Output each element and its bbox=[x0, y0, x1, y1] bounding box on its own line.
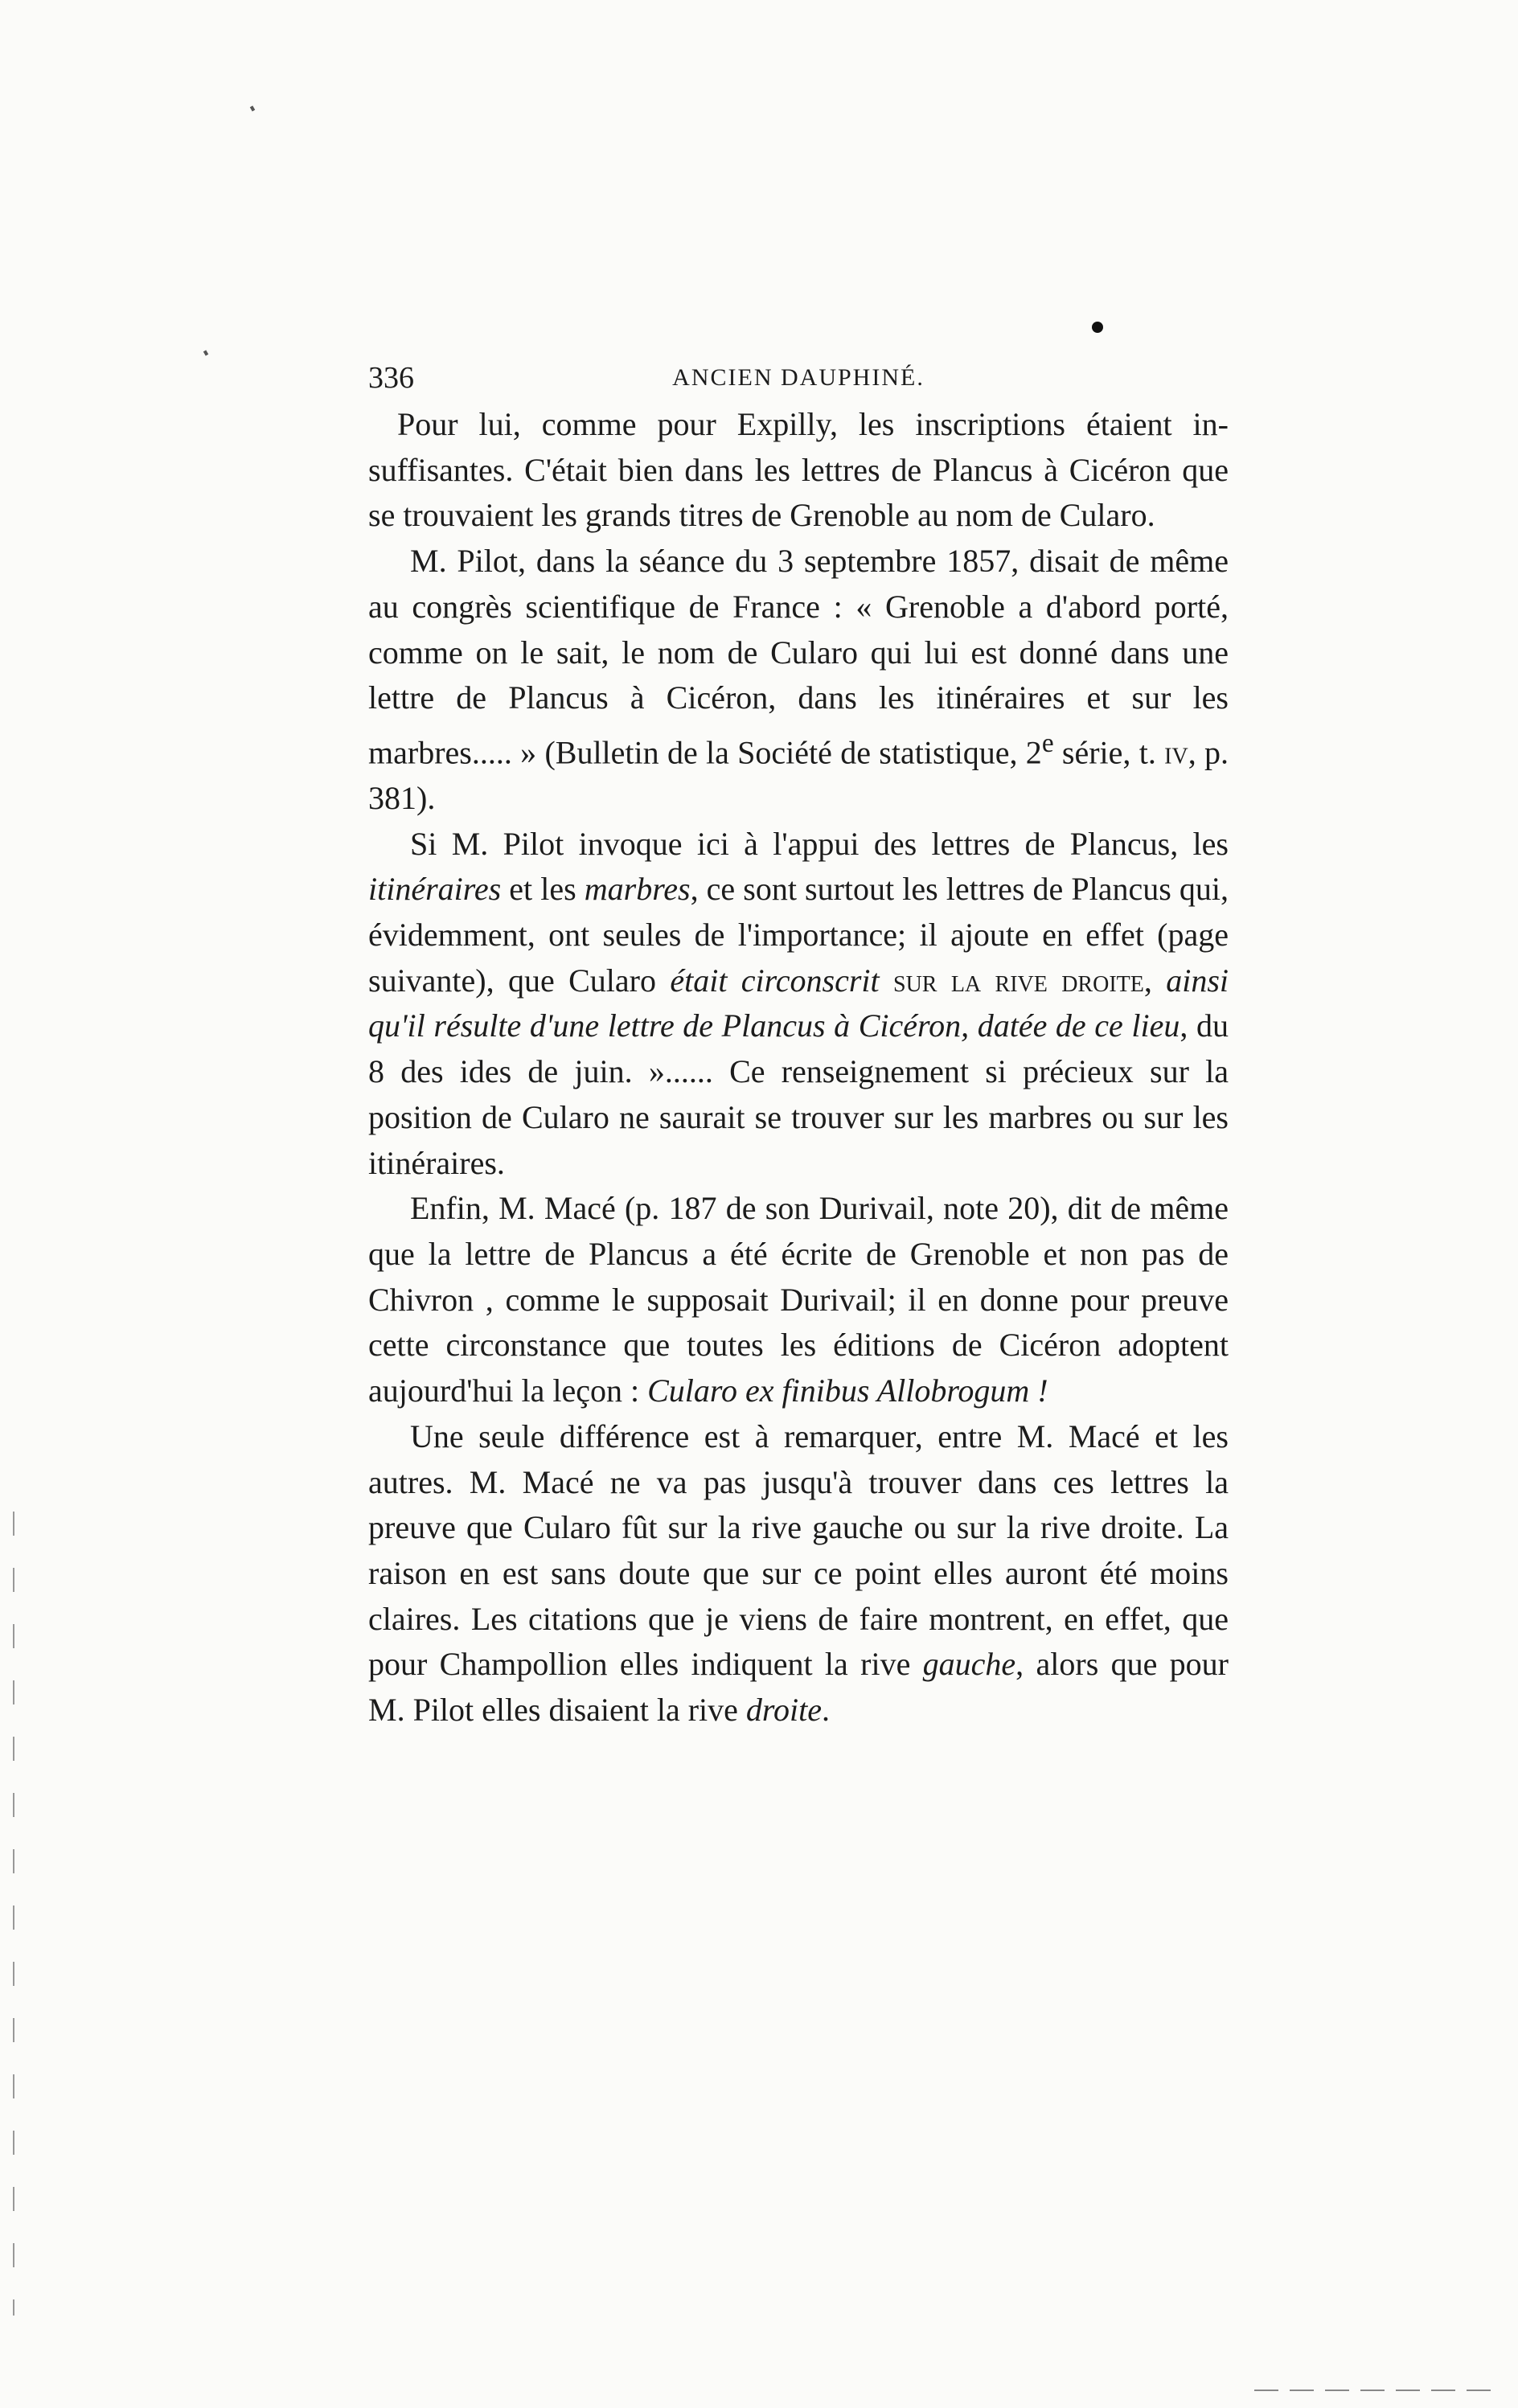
italic-text: Cularo ex finibus Allobrogum ! bbox=[647, 1372, 1048, 1409]
paper-speck bbox=[250, 105, 255, 111]
paragraph-3 bbox=[368, 822, 1229, 1187]
paragraph-text: , bbox=[1143, 962, 1167, 999]
paragraph-5 bbox=[368, 1414, 1229, 1733]
italic-text: droite bbox=[745, 1692, 822, 1729]
ink-dot bbox=[1092, 322, 1103, 333]
page-header bbox=[368, 354, 1229, 402]
paragraph-text: et les bbox=[501, 871, 585, 908]
paper-speck bbox=[203, 350, 208, 355]
paragraph-text: Enfin, M. Macé (p. 187 de son Durivail, note 20), dit de même que la lettre de Plancus a été écrite de Grenoble et non pas de Chivron , comme le supposait Durivail; il en donne pour preuve cette circonstance que toutes les éditions de Cicéron adoptent aujourd'hui la leçon : bbox=[368, 1190, 1229, 1409]
page-number: 336 bbox=[368, 361, 414, 395]
footer-rule bbox=[1254, 2390, 1495, 2391]
paragraph-text: Si M. Pilot invoque ici à l'appui des lettres de Plancus, les bbox=[410, 825, 1229, 862]
paragraph-text: , ce sont surtout les lettres de Plancus qui, évidemment, ont seules de l'importance; il ajoute en effet (page suivante), que Cularo bbox=[368, 871, 1229, 999]
paragraph-text: M. Pilot, dans la séance du 3 septembre 1857, disait de même au congrès scientifique de France : « Grenoble a d'abord porté, comme on le sait, le nom de Cularo qui lui est donné dans une lettre de Plancus à Cicéron, dans les itinéraires et sur les marbres..... » (Bulletin de la Société de statistique, 2 bbox=[368, 543, 1229, 771]
paragraph-2 bbox=[368, 539, 1229, 822]
volume-number: iv bbox=[1164, 734, 1188, 771]
small-caps-text: sur la rive droite bbox=[893, 962, 1144, 999]
paragraph-text: série, t. bbox=[1053, 734, 1165, 771]
paragraph-1 bbox=[368, 402, 1229, 539]
paragraph-text: , du 8 des ides de juin. »...... Ce renseignement si précieux sur la position de Cularo ne saurait se trouver sur les marbres ou sur les itinéraires. bbox=[368, 1007, 1229, 1181]
paragraph-text: , p. 381). bbox=[368, 734, 1229, 816]
running-head: ANCIEN DAUPHINÉ. bbox=[672, 364, 925, 391]
italic-text: gauche bbox=[922, 1646, 1016, 1683]
italic-text: ainsi qu'il résulte d'une lettre de Plancus à Cicéron, datée de ce lieu bbox=[368, 962, 1229, 1044]
italic-text: itinéraires bbox=[368, 871, 502, 908]
italic-text: était circonscrit bbox=[670, 962, 880, 999]
superscript-e: e bbox=[1041, 728, 1054, 758]
margin-rule bbox=[13, 1512, 14, 2316]
paragraph-text: . bbox=[821, 1692, 830, 1729]
paragraph-text: Pour lui, comme pour Expilly, les inscriptions étaient insuffisantes. C'était bien dans les lettres de Plancus à Cicéron que se trouvaient les grands titres de Grenoble au nom de Cularo. bbox=[368, 406, 1229, 534]
paragraph-text: , alors que pour M. Pilot elles disaient la rive bbox=[368, 1646, 1229, 1729]
italic-text: marbres bbox=[584, 871, 691, 908]
text-block bbox=[368, 402, 1229, 1733]
paragraph-4 bbox=[368, 1186, 1229, 1414]
paragraph-text: Une seule différence est à remarquer, entre M. Macé et les autres. M. Macé ne va pas jusqu'à trouver dans ces lettres la preuve que Cularo fût sur la rive gauche ou sur la rive droite. La raison en est sans doute que sur ce point elles auront été moins claires. Les citations que je viens de faire montrent, en effet, que pour Champollion elles indiquent la rive bbox=[368, 1417, 1229, 1683]
